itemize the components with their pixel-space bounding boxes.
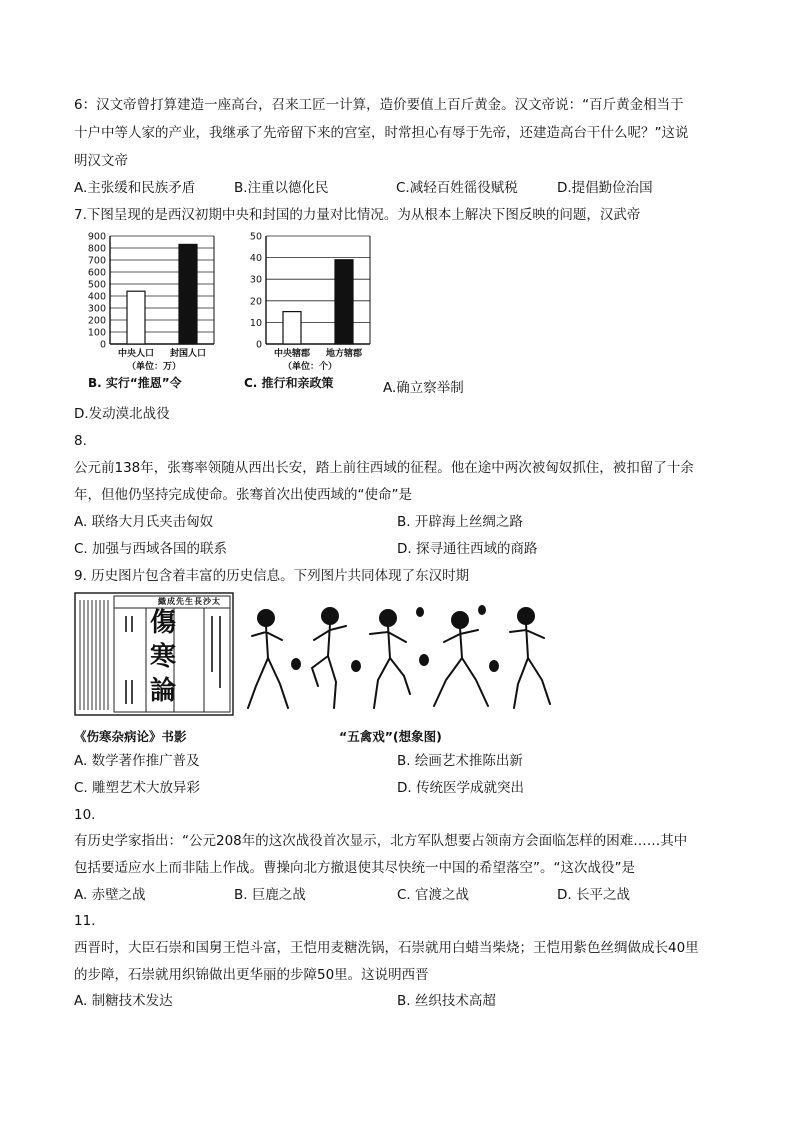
q6-stem-line-2: 十户中等人家的产业，我继承了先帝留下来的宫室，时常担心有辱于先帝，还建造高台干什么呢？”这说 — [74, 125, 689, 141]
chart-population-ytick-label: 800 — [87, 243, 106, 255]
q8-option-b: B. 开辟海上丝绸之路 — [397, 514, 523, 530]
chart-commanderies-bar — [335, 260, 353, 344]
q9-stem: 9. 历史图片包含着丰富的历史信息。下列图片共同体现了东汉时期 — [74, 568, 470, 584]
chart-population-ytick-label: 600 — [87, 267, 106, 279]
book-image — [74, 592, 234, 716]
chart-commanderies-ytick-label: 50 — [249, 231, 262, 243]
q10-option-d: D. 长平之战 — [557, 887, 630, 903]
q6-stem-line-3: 明汉文帝 — [74, 153, 128, 169]
book-title-char-2: 寒 — [150, 642, 177, 672]
q7-stem: 7.下图呈现的是西汉初期中央和封国的力量对比情况。为从根本上解决下图反映的问题，汉武帝 — [74, 207, 641, 223]
chart-population-category-label: 封国人口 — [169, 349, 207, 359]
q11-option-a: A. 制糖技术发达 — [74, 993, 173, 1009]
chart-population-ytick-label: 300 — [87, 303, 106, 315]
q10-option-a: A. 赤壁之战 — [74, 887, 146, 903]
q11-stem-line-2: 的步障，石崇就用织锦做出更华丽的步障50里。这说明西晋 — [74, 967, 429, 983]
q10-stem-line-2: 包括要适应水上而非陆上作战。曹操向北方撤退使其尽快统一中国的希望落空”。“这次战役”是 — [74, 860, 635, 876]
chart-commanderies-category-label: 中央辖郡 — [273, 349, 311, 359]
q11-option-b: B. 丝织技术高超 — [397, 993, 496, 1009]
chart-population-caption: B. 实行“推恩”令 — [88, 376, 182, 390]
q11-stem-line-1: 西晋时，大臣石崇和国舅王恺斗富，王恺用麦糖洗锅，石崇就用白蜡当柴烧；王恺用紫色丝绸做成长40里 — [74, 940, 699, 956]
book-header-text: 織成先生長沙太 — [158, 597, 221, 606]
book-title-char-3: 論 — [150, 676, 177, 706]
q7-option-a: A.确立察举制 — [383, 380, 464, 396]
q6-option-c: C.减轻百姓徭役赋税 — [396, 180, 518, 196]
chart-population-unit-label: （单位：万） — [126, 362, 182, 372]
q8-number: 8. — [74, 433, 87, 449]
chart-commanderies-ytick-label: 40 — [249, 253, 262, 265]
q9-option-c: C. 雕塑艺术大放异彩 — [74, 780, 201, 796]
five-animals-caption: “五禽戏”(想象图) — [339, 729, 442, 744]
five-animals-illustration — [238, 596, 558, 718]
chart-commanderies-ytick-label: 0 — [255, 339, 262, 351]
chart-population-bar — [179, 244, 197, 344]
chart-population-ytick-label: 400 — [87, 291, 106, 303]
chart-commanderies-ytick-label: 30 — [249, 274, 262, 286]
q8-stem-line-1: 公元前138年，张骞率领随从西出长安，踏上前往西域的征程。他在途中两次被匈奴抓住，被扣留了十余 — [74, 460, 694, 476]
chart-population-category-label: 中央人口 — [117, 349, 155, 359]
chart-population-ytick-label: 900 — [87, 231, 106, 243]
q7-option-d: D.发动漠北战役 — [74, 406, 170, 422]
chart-population-ytick-label: 100 — [87, 327, 106, 339]
q10-stem-line-1: 有历史学家指出：“公元208年的这次战役首次显示，北方军队想要占领南方会面临怎样的困难……其中 — [74, 833, 688, 849]
q6-option-d: D.提倡勤俭治国 — [557, 180, 653, 196]
q6-option-b: B.注重以德化民 — [234, 180, 329, 196]
q10-number: 10. — [74, 807, 96, 823]
q9-option-b: B. 绘画艺术推陈出新 — [397, 753, 523, 769]
chart-commanderies-bar — [283, 312, 301, 344]
chart-population-ytick-label: 700 — [87, 255, 106, 267]
chart-commanderies-caption: C. 推行和亲政策 — [244, 376, 334, 390]
chart-commanderies-ytick-label: 10 — [249, 317, 262, 329]
book-image-caption: 《伤寒杂病论》书影 — [74, 729, 187, 744]
chart-population-bar — [127, 291, 145, 344]
q9-option-d: D. 传统医学成就突出 — [397, 780, 524, 796]
q9-option-a: A. 数学著作推广普及 — [74, 753, 200, 769]
q6-stem-line-1: 6：汉文帝曾打算建造一座高台，召来工匠一计算，造价要值上百斤黄金。汉文帝说：“百斤黄金相当于 — [74, 97, 684, 113]
q10-option-c: C. 官渡之战 — [397, 887, 470, 903]
chart-commanderies — [232, 228, 382, 394]
chart-population — [76, 228, 226, 394]
q8-option-d: D. 探寻通往西域的商路 — [397, 541, 538, 557]
q8-option-c: C. 加强与西域各国的联系 — [74, 541, 228, 557]
q8-option-a: A. 联络大月氏夹击匈奴 — [74, 514, 214, 530]
q11-number: 11. — [74, 913, 96, 929]
q8-stem-line-2: 年，但他仍坚持完成使命。张骞首次出使西域的“使命”是 — [74, 487, 412, 503]
chart-population-ytick-label: 200 — [87, 315, 106, 327]
q10-option-b: B. 巨鹿之战 — [234, 887, 306, 903]
q6-option-a: A.主张缓和民族矛盾 — [74, 180, 196, 196]
book-title-char-1: 傷 — [150, 608, 177, 638]
chart-commanderies-ytick-label: 20 — [249, 296, 262, 308]
chart-population-ytick-label: 0 — [99, 339, 106, 351]
chart-population-ytick-label: 500 — [87, 279, 106, 291]
chart-commanderies-category-label: 地方辖郡 — [325, 349, 363, 359]
chart-commanderies-unit-label: （单位：个） — [282, 362, 338, 372]
